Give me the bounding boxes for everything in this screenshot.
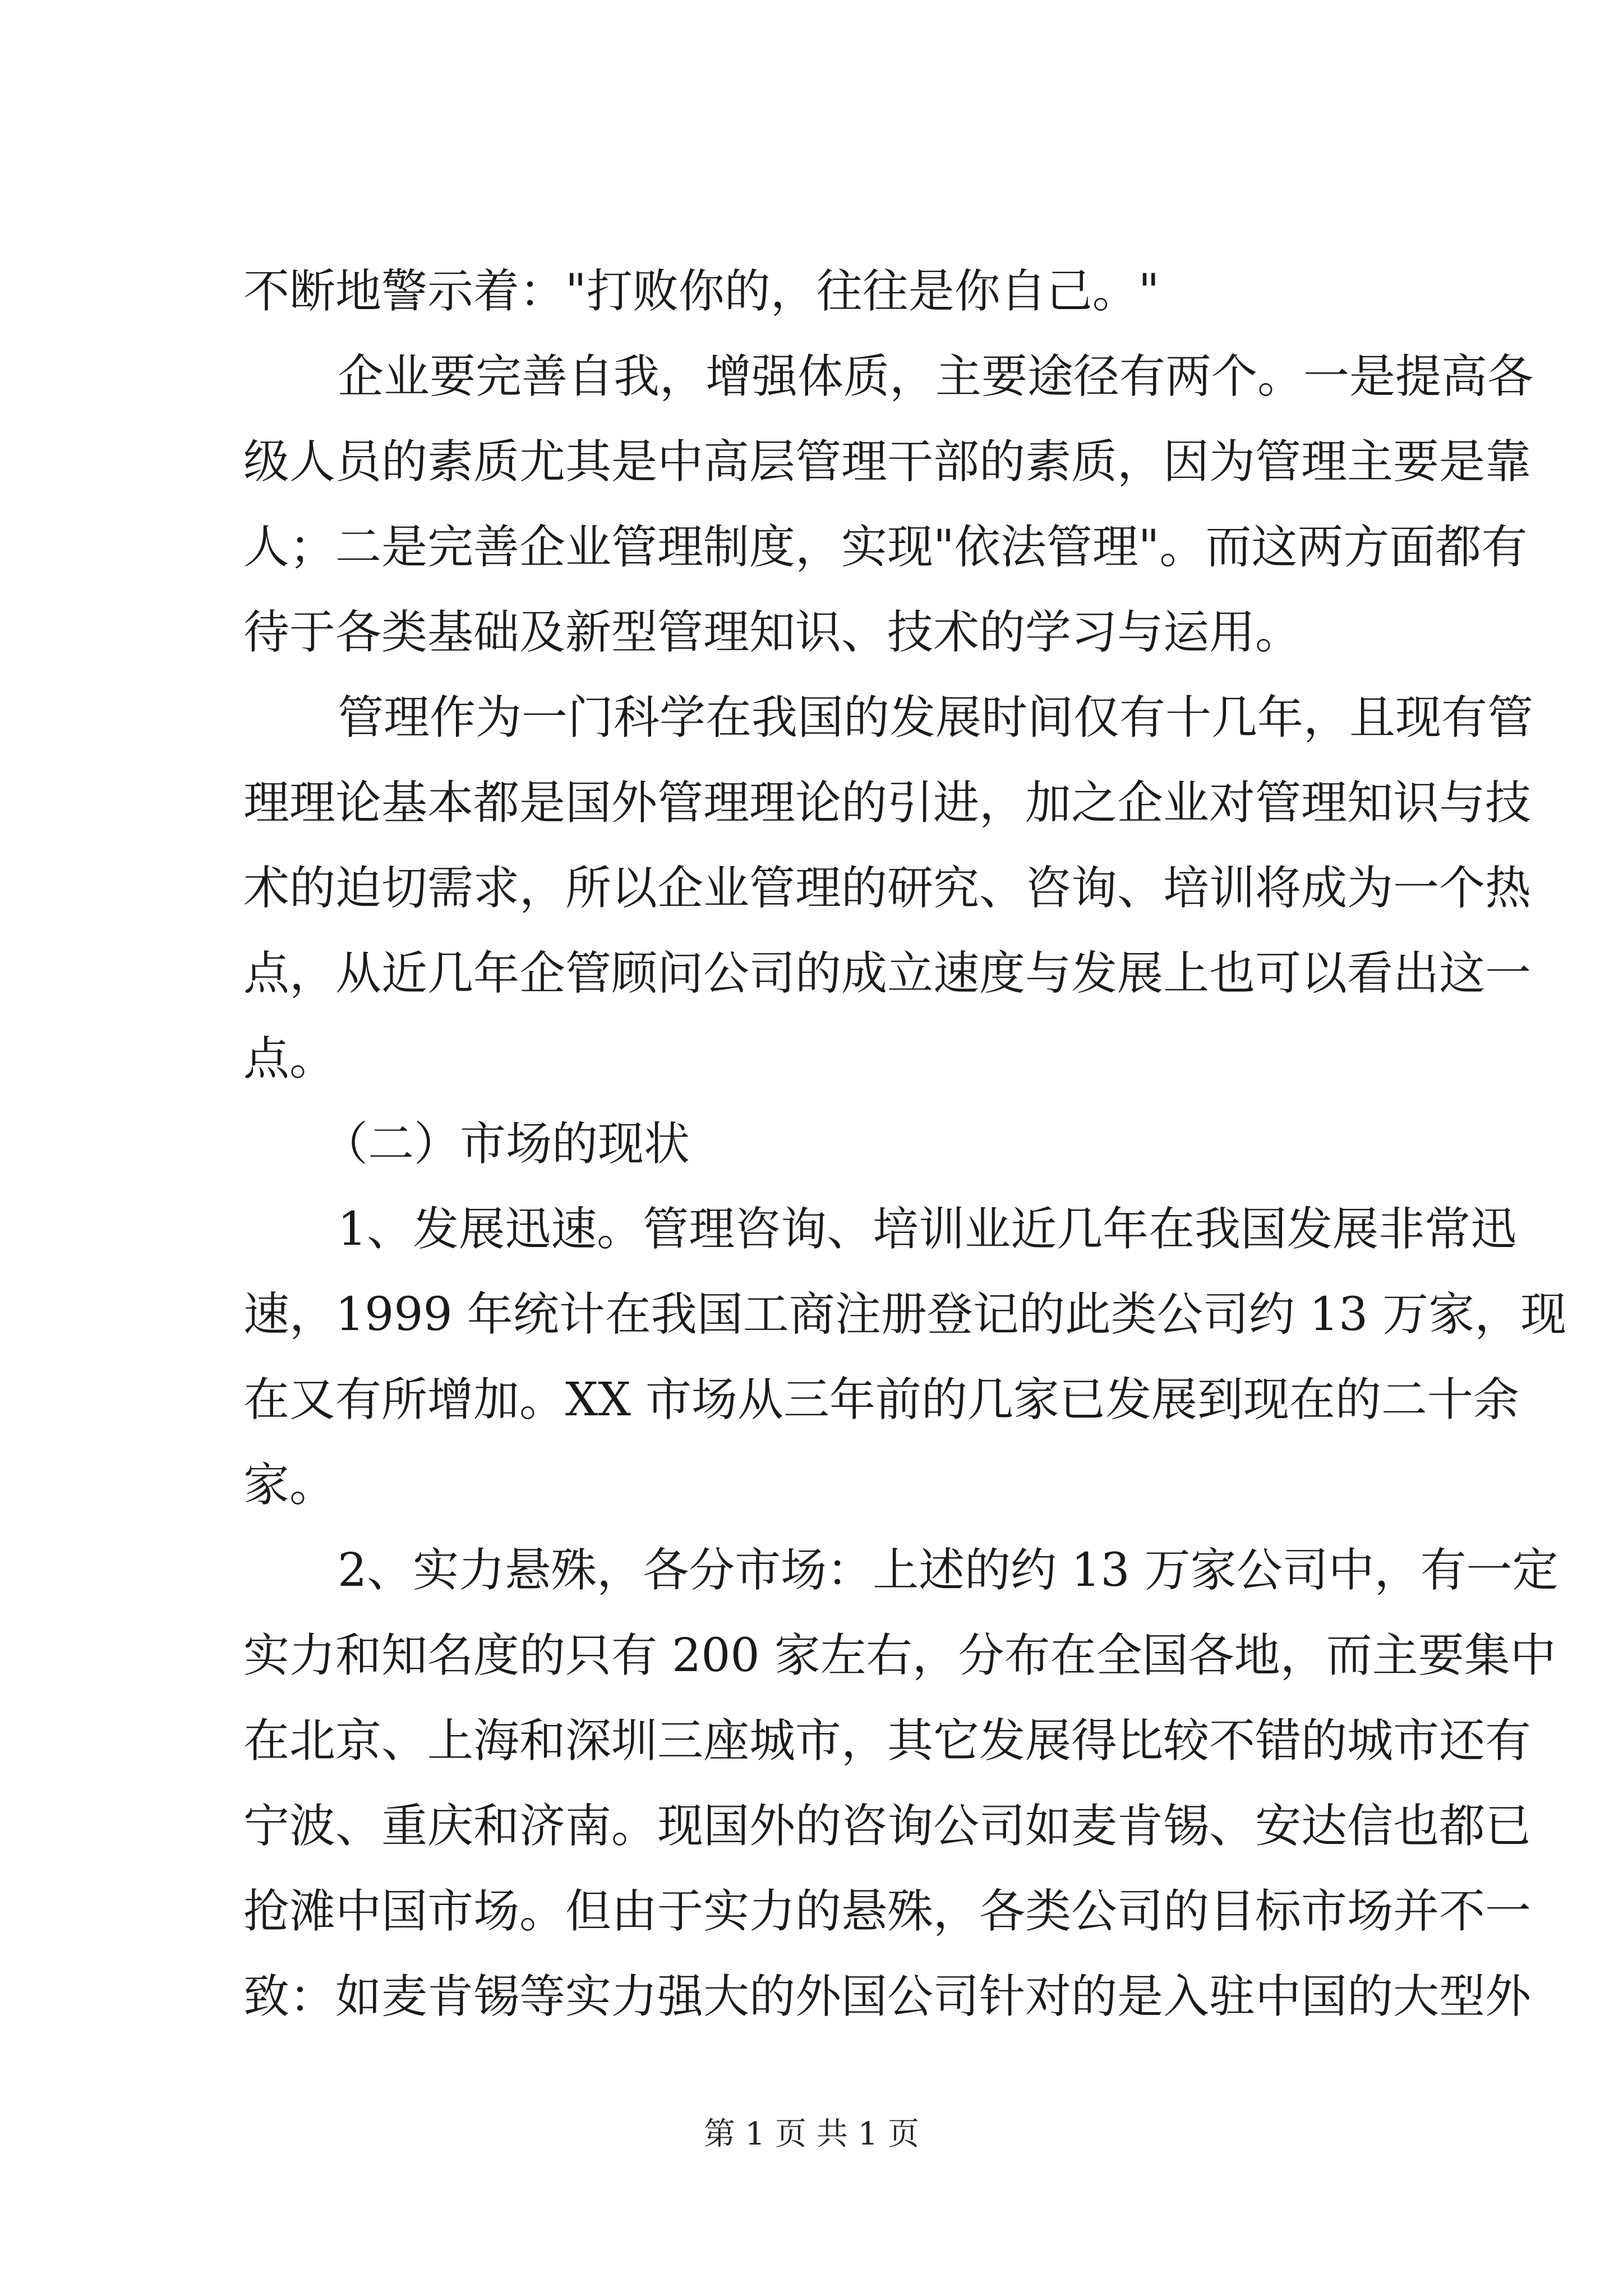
text-line: 宁波、重庆和济南。现国外的咨询公司如麦肯锡、安达信也都已 xyxy=(243,1800,1532,1853)
text-line: 企业要完善自我，增强体质，主要途径有两个。一是提高各 xyxy=(338,350,1534,403)
text-line: 术的迫切需求，所以企业管理的研究、咨询、培训将成为一个热 xyxy=(243,862,1532,915)
text-line: 2、实力悬殊，各分市场：上述的约 13 万家公司中，有一定 xyxy=(338,1544,1559,1597)
text-line: 点，从近几年企管顾问公司的成立速度与发展上也可以看出这一 xyxy=(243,947,1532,1000)
text-line: 级人员的素质尤其是中高层管理干部的素质，因为管理主要是靠 xyxy=(243,435,1532,489)
text-line: 实力和知名度的只有 200 家左右，分布在全国各地，而主要集中 xyxy=(243,1629,1556,1682)
text-line: 1、发展迅速。管理咨询、培训业近几年在我国发展非常迅 xyxy=(338,1203,1517,1256)
text-line: 人；二是完善企业管理制度，实现"依法管理"。而这两方面都有 xyxy=(243,521,1528,574)
text-line: 点。 xyxy=(243,1032,336,1085)
page-footer: 第 1 页 共 1 页 xyxy=(703,2116,920,2152)
text-line: 速，1999 年统计在我国工商注册登记的此类公司约 13 万家，现 xyxy=(243,1288,1567,1341)
section-heading: （二）市场的现状 xyxy=(322,1117,690,1171)
text-line: 待于各类基础及新型管理知识、技术的学习与运用。 xyxy=(243,606,1302,659)
text-line: 在又有所增加。XX 市场从三年前的几家已发展到现在的二十余 xyxy=(243,1373,1519,1427)
text-line: 家。 xyxy=(243,1458,336,1512)
text-line: 在北京、上海和深圳三座城市，其它发展得比较不错的城市还有 xyxy=(243,1714,1532,1768)
text-line: 不断地警示着："打败你的，往往是你自己。" xyxy=(243,265,1160,318)
text-line: 管理作为一门科学在我国的发展时间仅有十几年，且现有管 xyxy=(338,691,1534,744)
text-line: 理理论基本都是国外管理理论的引进，加之企业对管理知识与技 xyxy=(243,776,1532,830)
text-line: 致：如麦肯锡等实力强大的外国公司针对的是入驻中国的大型外 xyxy=(243,1970,1532,2023)
text-line: 抢滩中国市场。但由于实力的悬殊，各类公司的目标市场并不一 xyxy=(243,1885,1532,1938)
body-text xyxy=(243,249,1567,2040)
